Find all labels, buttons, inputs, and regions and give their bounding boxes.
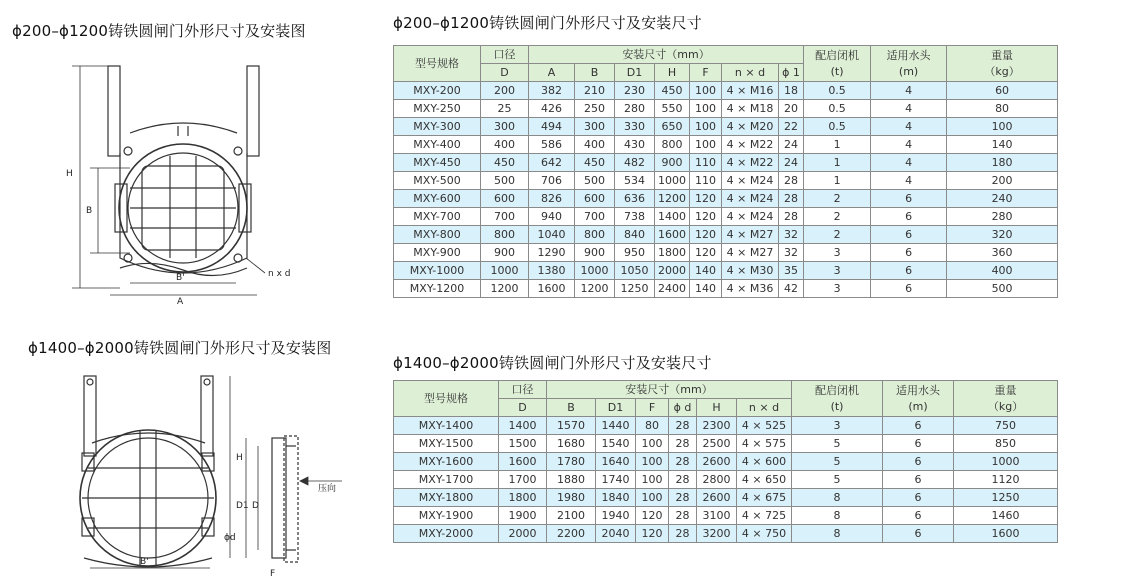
value-cell: 2600	[697, 489, 737, 507]
value-cell: 1250	[615, 280, 655, 298]
value-cell: 28	[669, 507, 697, 525]
subheader-cell: n × d	[737, 399, 792, 417]
value-cell: 100	[636, 453, 669, 471]
value-cell: 24	[779, 154, 804, 172]
value-cell: 110	[690, 154, 722, 172]
value-cell: 300	[481, 118, 529, 136]
value-cell: 120	[690, 190, 722, 208]
header-hoist: 配启闭机 (t)	[792, 381, 883, 417]
value-cell: 2000	[655, 262, 690, 280]
value-cell: 482	[615, 154, 655, 172]
value-cell: 840	[615, 226, 655, 244]
value-cell: 28	[779, 190, 804, 208]
label-f: F	[270, 569, 276, 579]
header-weight: 重量 （kg）	[954, 381, 1058, 417]
table-row	[394, 507, 1058, 525]
value-cell: 280	[615, 100, 655, 118]
value-cell: 35	[779, 262, 804, 280]
subheader-cell: D	[499, 399, 547, 417]
value-cell: 950	[615, 244, 655, 262]
label-h2: H	[236, 453, 243, 463]
header-model: 型号规格	[394, 46, 481, 82]
value-cell: 4 × M24	[722, 190, 779, 208]
value-cell: 18	[779, 82, 804, 100]
value-cell: 4	[871, 136, 947, 154]
value-cell: 550	[655, 100, 690, 118]
value-cell: 1940	[596, 507, 636, 525]
value-cell: 3100	[697, 507, 737, 525]
value-cell: 120	[690, 226, 722, 244]
value-cell: 32	[779, 244, 804, 262]
value-cell: 120	[690, 244, 722, 262]
value-cell: 1200	[575, 280, 615, 298]
header-head: 适用水头 (m)	[871, 46, 947, 82]
subheader-cell: F	[690, 64, 722, 82]
value-cell: 450	[655, 82, 690, 100]
value-cell: 1460	[954, 507, 1058, 525]
header-install: 安装尺寸（mm）	[529, 46, 804, 64]
model-cell: MXY-250	[394, 100, 481, 118]
value-cell: 1000	[481, 262, 529, 280]
value-cell: 4 × 650	[737, 471, 792, 489]
value-cell: 4 × M16	[722, 82, 779, 100]
value-cell: 280	[947, 208, 1058, 226]
value-cell: 636	[615, 190, 655, 208]
header-hoist: 配启闭机 (t)	[804, 46, 871, 82]
value-cell: 24	[779, 136, 804, 154]
value-cell: 230	[615, 82, 655, 100]
model-cell: MXY-900	[394, 244, 481, 262]
value-cell: 2	[804, 226, 871, 244]
value-cell: 500	[575, 172, 615, 190]
spec-table-large	[393, 380, 1058, 543]
label-b1-2: B'	[140, 557, 149, 567]
table2-title: ϕ1400–ϕ2000铸铁圆闸门外形尺寸及安装尺寸	[393, 354, 712, 372]
value-cell: 1700	[499, 471, 547, 489]
value-cell: 400	[575, 136, 615, 154]
table-row	[394, 453, 1058, 471]
value-cell: 1200	[655, 190, 690, 208]
value-cell: 110	[690, 172, 722, 190]
value-cell: 180	[947, 154, 1058, 172]
label-d1: D1	[236, 501, 249, 511]
value-cell: 60	[947, 82, 1058, 100]
value-cell: 4 × M27	[722, 244, 779, 262]
value-cell: 4 × M22	[722, 154, 779, 172]
value-cell: 4 × M36	[722, 280, 779, 298]
value-cell: 1000	[655, 172, 690, 190]
value-cell: 20	[779, 100, 804, 118]
header-bore: 口径	[499, 381, 547, 399]
subheader-cell: ϕ d	[669, 399, 697, 417]
value-cell: 4 × 675	[737, 489, 792, 507]
value-cell: 650	[655, 118, 690, 136]
label-d: D	[252, 501, 259, 511]
table-row	[394, 280, 1058, 298]
value-cell: 100	[690, 136, 722, 154]
value-cell: 28	[779, 208, 804, 226]
value-cell: 2300	[697, 417, 737, 435]
value-cell: 210	[575, 82, 615, 100]
drawing1-title: ϕ200–ϕ1200铸铁圆闸门外形尺寸及安装图	[12, 22, 306, 40]
value-cell: 2600	[697, 453, 737, 471]
value-cell: 4 × M18	[722, 100, 779, 118]
subheader-cell: H	[655, 64, 690, 82]
table-row	[394, 118, 1058, 136]
model-cell: MXY-1200	[394, 280, 481, 298]
value-cell: 1000	[575, 262, 615, 280]
value-cell: 6	[871, 226, 947, 244]
value-cell: 600	[481, 190, 529, 208]
value-cell: 826	[529, 190, 575, 208]
table-row	[394, 417, 1058, 435]
value-cell: 22	[779, 118, 804, 136]
value-cell: 3200	[697, 525, 737, 543]
value-cell: 4	[871, 154, 947, 172]
subheader-cell: A	[529, 64, 575, 82]
value-cell: 6	[883, 489, 954, 507]
value-cell: 1	[804, 136, 871, 154]
label-b: B	[86, 206, 93, 216]
value-cell: 6	[883, 417, 954, 435]
subheader-cell: H	[697, 399, 737, 417]
value-cell: 140	[690, 262, 722, 280]
value-cell: 4 × 575	[737, 435, 792, 453]
value-cell: 140	[690, 280, 722, 298]
value-cell: 0.5	[804, 100, 871, 118]
value-cell: 3	[792, 417, 883, 435]
value-cell: 738	[615, 208, 655, 226]
value-cell: 32	[779, 226, 804, 244]
label-nxd: n x d	[268, 269, 291, 279]
subheader-cell: F	[636, 399, 669, 417]
value-cell: 6	[883, 435, 954, 453]
value-cell: 900	[575, 244, 615, 262]
model-cell: MXY-700	[394, 208, 481, 226]
spec-table-small	[393, 45, 1058, 298]
table-row	[394, 262, 1058, 280]
value-cell: 1980	[547, 489, 596, 507]
value-cell: 430	[615, 136, 655, 154]
model-cell: MXY-1900	[394, 507, 499, 525]
value-cell: 1880	[547, 471, 596, 489]
value-cell: 500	[481, 172, 529, 190]
value-cell: 940	[529, 208, 575, 226]
model-cell: MXY-1400	[394, 417, 499, 435]
value-cell: 4 × M20	[722, 118, 779, 136]
value-cell: 534	[615, 172, 655, 190]
value-cell: 0.5	[804, 118, 871, 136]
value-cell: 140	[947, 136, 1058, 154]
gate-drawing-small	[60, 58, 360, 308]
gate-drawing-large	[60, 368, 380, 580]
subheader-cell: ϕ 1	[779, 64, 804, 82]
table-row	[394, 136, 1058, 154]
value-cell: 2	[804, 208, 871, 226]
value-cell: 706	[529, 172, 575, 190]
value-cell: 6	[871, 262, 947, 280]
table-row	[394, 172, 1058, 190]
value-cell: 450	[575, 154, 615, 172]
value-cell: 1800	[499, 489, 547, 507]
value-cell: 8	[792, 525, 883, 543]
model-cell: MXY-200	[394, 82, 481, 100]
header-weight: 重量 （kg）	[947, 46, 1058, 82]
value-cell: 6	[883, 471, 954, 489]
value-cell: 42	[779, 280, 804, 298]
value-cell: 800	[481, 226, 529, 244]
value-cell: 586	[529, 136, 575, 154]
value-cell: 1	[804, 172, 871, 190]
value-cell: 900	[655, 154, 690, 172]
value-cell: 6	[883, 507, 954, 525]
value-cell: 1440	[596, 417, 636, 435]
subheader-cell: D	[481, 64, 529, 82]
value-cell: 2200	[547, 525, 596, 543]
model-cell: MXY-450	[394, 154, 481, 172]
value-cell: 4 × 525	[737, 417, 792, 435]
header-head: 适用水头 (m)	[883, 381, 954, 417]
value-cell: 2500	[697, 435, 737, 453]
value-cell: 4	[871, 172, 947, 190]
model-cell: MXY-300	[394, 118, 481, 136]
table1-title: ϕ200–ϕ1200铸铁圆闸门外形尺寸及安装尺寸	[393, 14, 702, 32]
value-cell: 1600	[655, 226, 690, 244]
value-cell: 320	[947, 226, 1058, 244]
value-cell: 80	[947, 100, 1058, 118]
model-cell: MXY-1000	[394, 262, 481, 280]
label-b1: B'	[176, 273, 185, 283]
value-cell: 240	[947, 190, 1058, 208]
model-cell: MXY-400	[394, 136, 481, 154]
value-cell: 6	[883, 525, 954, 543]
value-cell: 500	[947, 280, 1058, 298]
model-cell: MXY-1600	[394, 453, 499, 471]
value-cell: 4 × M30	[722, 262, 779, 280]
value-cell: 120	[690, 208, 722, 226]
value-cell: 2000	[499, 525, 547, 543]
value-cell: 5	[792, 471, 883, 489]
value-cell: 250	[575, 100, 615, 118]
subheader-cell: B	[547, 399, 596, 417]
value-cell: 2800	[697, 471, 737, 489]
value-cell: 1680	[547, 435, 596, 453]
value-cell: 1120	[954, 471, 1058, 489]
model-cell: MXY-1500	[394, 435, 499, 453]
value-cell: 100	[690, 100, 722, 118]
table-row	[394, 154, 1058, 172]
value-cell: 850	[954, 435, 1058, 453]
table-row	[394, 208, 1058, 226]
value-cell: 4 × M24	[722, 208, 779, 226]
value-cell: 1900	[499, 507, 547, 525]
value-cell: 300	[575, 118, 615, 136]
value-cell: 28	[669, 453, 697, 471]
value-cell: 1400	[499, 417, 547, 435]
model-cell: MXY-500	[394, 172, 481, 190]
label-phid: ϕd	[224, 533, 236, 543]
value-cell: 3	[804, 280, 871, 298]
value-cell: 1290	[529, 244, 575, 262]
value-cell: 100	[947, 118, 1058, 136]
table-row	[394, 471, 1058, 489]
value-cell: 1600	[954, 525, 1058, 543]
table-row	[394, 244, 1058, 262]
value-cell: 28	[779, 172, 804, 190]
value-cell: 200	[947, 172, 1058, 190]
table-row	[394, 100, 1058, 118]
label-a: A	[177, 297, 184, 307]
value-cell: 120	[636, 507, 669, 525]
value-cell: 100	[690, 118, 722, 136]
value-cell: 5	[792, 453, 883, 471]
value-cell: 360	[947, 244, 1058, 262]
value-cell: 6	[871, 190, 947, 208]
value-cell: 4 × M24	[722, 172, 779, 190]
value-cell: 1540	[596, 435, 636, 453]
value-cell: 750	[954, 417, 1058, 435]
value-cell: 200	[481, 82, 529, 100]
model-cell: MXY-1700	[394, 471, 499, 489]
model-cell: MXY-600	[394, 190, 481, 208]
model-cell: MXY-2000	[394, 525, 499, 543]
value-cell: 3	[804, 262, 871, 280]
subheader-cell: n × d	[722, 64, 779, 82]
subheader-cell: B	[575, 64, 615, 82]
value-cell: 2040	[596, 525, 636, 543]
value-cell: 6	[871, 244, 947, 262]
model-cell: MXY-800	[394, 226, 481, 244]
value-cell: 4 × 725	[737, 507, 792, 525]
value-cell: 1	[804, 154, 871, 172]
value-cell: 120	[636, 525, 669, 543]
table-row	[394, 489, 1058, 507]
value-cell: 1380	[529, 262, 575, 280]
value-cell: 2	[804, 190, 871, 208]
value-cell: 1000	[954, 453, 1058, 471]
value-cell: 28	[669, 435, 697, 453]
header-bore: 口径	[481, 46, 529, 64]
value-cell: 494	[529, 118, 575, 136]
value-cell: 4	[871, 82, 947, 100]
label-h: H	[66, 169, 73, 179]
model-cell: MXY-1800	[394, 489, 499, 507]
subheader-cell: D1	[596, 399, 636, 417]
value-cell: 100	[636, 489, 669, 507]
header-model: 型号规格	[394, 381, 499, 417]
value-cell: 800	[655, 136, 690, 154]
value-cell: 4	[871, 100, 947, 118]
value-cell: 1500	[499, 435, 547, 453]
value-cell: 8	[792, 507, 883, 525]
value-cell: 8	[792, 489, 883, 507]
value-cell: 1800	[655, 244, 690, 262]
value-cell: 2100	[547, 507, 596, 525]
value-cell: 800	[575, 226, 615, 244]
value-cell: 28	[669, 525, 697, 543]
value-cell: 382	[529, 82, 575, 100]
value-cell: 4 × M27	[722, 226, 779, 244]
value-cell: 1740	[596, 471, 636, 489]
value-cell: 700	[481, 208, 529, 226]
value-cell: 1400	[655, 208, 690, 226]
value-cell: 3	[804, 244, 871, 262]
value-cell: 400	[481, 136, 529, 154]
value-cell: 4 × 600	[737, 453, 792, 471]
value-cell: 642	[529, 154, 575, 172]
table-row	[394, 525, 1058, 543]
value-cell: 1840	[596, 489, 636, 507]
header-install: 安装尺寸（mm）	[547, 381, 792, 399]
value-cell: 1250	[954, 489, 1058, 507]
value-cell: 5	[792, 435, 883, 453]
value-cell: 1050	[615, 262, 655, 280]
subheader-cell: D1	[615, 64, 655, 82]
value-cell: 700	[575, 208, 615, 226]
value-cell: 25	[481, 100, 529, 118]
value-cell: 4 × M22	[722, 136, 779, 154]
value-cell: 1600	[499, 453, 547, 471]
value-cell: 28	[669, 471, 697, 489]
value-cell: 450	[481, 154, 529, 172]
table-row	[394, 190, 1058, 208]
table-row	[394, 435, 1058, 453]
value-cell: 28	[669, 417, 697, 435]
drawing2-title: ϕ1400–ϕ2000铸铁圆闸门外形尺寸及安装图	[28, 339, 332, 357]
value-cell: 4 × 750	[737, 525, 792, 543]
table-row	[394, 226, 1058, 244]
value-cell: 100	[636, 435, 669, 453]
value-cell: 2400	[655, 280, 690, 298]
value-cell: 400	[947, 262, 1058, 280]
value-cell: 1780	[547, 453, 596, 471]
value-cell: 1640	[596, 453, 636, 471]
value-cell: 100	[636, 471, 669, 489]
value-cell: 4	[871, 118, 947, 136]
value-cell: 0.5	[804, 82, 871, 100]
value-cell: 1570	[547, 417, 596, 435]
value-cell: 900	[481, 244, 529, 262]
value-cell: 6	[871, 280, 947, 298]
value-cell: 330	[615, 118, 655, 136]
value-cell: 600	[575, 190, 615, 208]
value-cell: 1600	[529, 280, 575, 298]
label-flow: 压向	[318, 484, 337, 494]
value-cell: 80	[636, 417, 669, 435]
value-cell: 426	[529, 100, 575, 118]
value-cell: 6	[871, 208, 947, 226]
value-cell: 1200	[481, 280, 529, 298]
value-cell: 100	[690, 82, 722, 100]
value-cell: 28	[669, 489, 697, 507]
value-cell: 6	[883, 453, 954, 471]
value-cell: 1040	[529, 226, 575, 244]
table-row	[394, 82, 1058, 100]
